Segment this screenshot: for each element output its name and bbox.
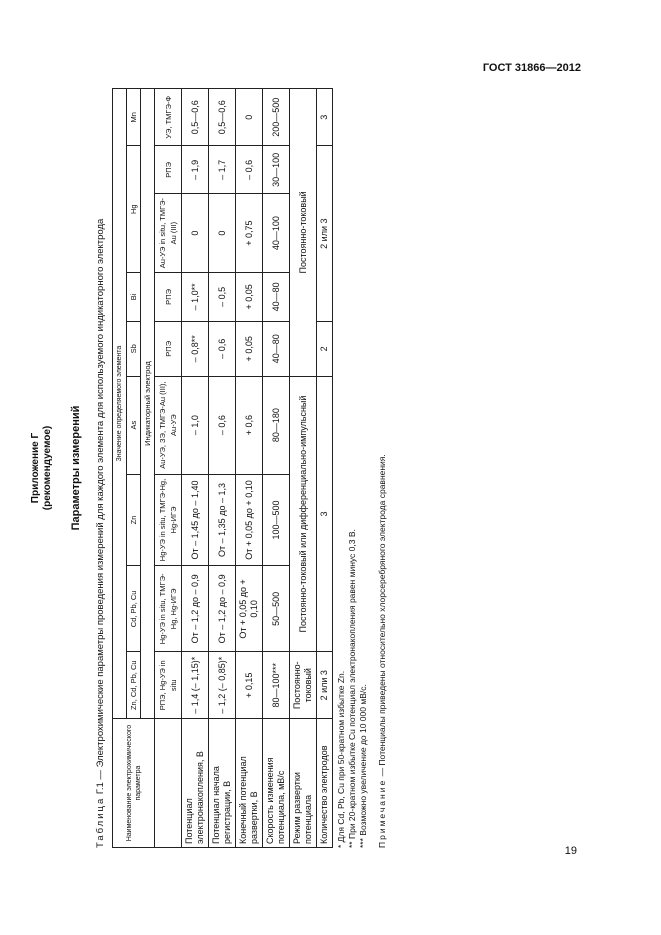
value-cell: 40—80 — [263, 321, 290, 376]
element-header: Bi — [127, 272, 141, 321]
parameter-name: Режим развертки потенциала — [290, 719, 317, 848]
indicator-header: Индикаторный электрод — [141, 89, 155, 719]
value-cell: От + 0,05 до + 0,10 — [236, 566, 263, 652]
parameter-name: Потенциал электронакопления, В — [182, 719, 209, 848]
value-cell: – 1,0 — [182, 376, 209, 474]
parameter-name: Конечный потенциал развертки, В — [236, 719, 263, 848]
table-row — [317, 89, 333, 848]
value-cell: 200—500 — [263, 89, 290, 147]
parameters-table — [112, 88, 333, 848]
value-cell: 40—80 — [263, 272, 290, 321]
note — [377, 88, 387, 848]
value-cell: От – 1,2 до – 0,9 — [182, 566, 209, 652]
electrode-cell: Au-УЭ in situ, ТМГЭ-Au (III) — [155, 194, 182, 273]
parameter-name: Количество электродов — [317, 719, 333, 848]
value-cell: 2 или 3 — [317, 652, 333, 719]
value-cell: – 0,6 — [209, 321, 236, 376]
value-cell: 3 — [317, 376, 333, 652]
page-number: 19 — [564, 845, 577, 857]
value-cell: 80—180 — [263, 376, 290, 474]
value-cell: 0 — [182, 194, 209, 273]
value-cell: 2 или 3 — [317, 146, 333, 321]
parameter-name: Потенциал начала регистрации, В — [209, 719, 236, 848]
table-row — [236, 89, 263, 848]
value-cell: От + 0,05 до + 0,10 — [236, 474, 263, 566]
appendix-status: (рекомендуемое) — [42, 425, 53, 511]
value-cell: 2 — [317, 321, 333, 376]
parameter-name: Скорость изменения потенциала, мВ/с — [263, 719, 290, 848]
value-cell: 50—500 — [263, 566, 290, 652]
value-cell: – 1,7 — [209, 146, 236, 194]
element-header: Zn, Cd, Pb, Cu — [127, 652, 141, 719]
value-cell: + 0,05 — [236, 272, 263, 321]
value-cell: 40—100 — [263, 194, 290, 273]
page-title: Параметры измерений — [70, 405, 82, 531]
electrode-cell: РПЭ — [155, 272, 182, 321]
value-cell: – 1,2 (– 0,85)* — [209, 652, 236, 719]
value-cell: – 0,6 — [236, 146, 263, 194]
element-header: Hg — [127, 146, 141, 272]
footnote: * Для Cd, Pb, Cu при 50-кратном избытке Zn. — [336, 670, 346, 848]
table-caption — [95, 88, 106, 848]
value-cell: + 0,05 — [236, 321, 263, 376]
value-cell: 30—100 — [263, 146, 290, 194]
table-row — [209, 89, 236, 848]
value-cell: От – 1,2 до – 0,9 — [209, 566, 236, 652]
value-cell: + 0,75 — [236, 194, 263, 273]
table-caption-text: Г.1 — Электрохимические параметры проведения измерений для каждого элемента для используемого индикаторного электрода — [95, 218, 106, 795]
table-caption-label: Таблица — [95, 796, 106, 848]
value-cell: 100—500 — [263, 474, 290, 566]
element-header: Mn — [127, 89, 141, 147]
electrode-cell: РПЭ — [155, 321, 182, 376]
electrode-cell: Hg-УЭ in situ, ТМГЭ-Hg, Hg-ИГЭ — [155, 566, 182, 652]
value-cell: – 1,9 — [182, 146, 209, 194]
electrode-cell: Au-УЭ, ЗЭ, ТМГЭ-Au (III), Au-УЭ — [155, 376, 182, 474]
appendix-title: Приложение Г — [30, 432, 41, 504]
table-row — [290, 89, 317, 848]
value-cell: – 0,8** — [182, 321, 209, 376]
value-cell: + 0,6 — [236, 376, 263, 474]
footnote: *** Возможно увеличение до 10 000 мВ/с. — [358, 684, 368, 848]
value-cell: + 0,15 — [236, 652, 263, 719]
value-cell: От – 1,35 до – 1,3 — [209, 474, 236, 566]
note-label: Примечание — [377, 778, 387, 848]
element-header: Cd, Pb, Cu — [127, 566, 141, 652]
note-text: — Потенциалы приведены относительно хлорсеребряного электрода сравнения. — [377, 454, 387, 777]
table-row — [182, 89, 209, 848]
value-cell: От – 1,45 до – 1,40 — [182, 474, 209, 566]
table-row — [263, 89, 290, 848]
parameter-name-header: Наименование электрохимического параметра — [113, 719, 155, 848]
electrode-cell: УЭ, ТМГЭ-Ф — [155, 89, 182, 147]
value-cell: – 0,6 — [209, 376, 236, 474]
value-cell: – 0,5 — [209, 272, 236, 321]
value-cell: Постоянно-токовый или дифференциально-импульсный — [290, 376, 317, 652]
electrode-cell: РПЭ — [155, 146, 182, 194]
rotated-content — [30, 88, 510, 848]
value-cell: 0 — [209, 194, 236, 273]
element-header: Zn — [127, 474, 141, 566]
value-cell: 0 — [236, 89, 263, 147]
footnotes — [336, 88, 369, 848]
value-cell: – 1,4 (– 1,15)* — [182, 652, 209, 719]
value-cell: 80—100*** — [263, 652, 290, 719]
electrode-cell: РПЭ, Hg-УЭ in situ — [155, 652, 182, 719]
footnote: ** При 20-кратном избытке Cu потенциал электронакопления равен минус 0,3 В. — [347, 529, 357, 848]
value-cell: 0,5—0,6 — [182, 89, 209, 147]
value-cell: 0,5—0,6 — [209, 89, 236, 147]
value-cell: 3 — [317, 89, 333, 147]
element-header: As — [127, 376, 141, 474]
value-cell: – 1,0** — [182, 272, 209, 321]
element-header: Sb — [127, 321, 141, 376]
standard-number: ГОСТ 31866—2012 — [482, 62, 581, 74]
electrode-cell: Hg-УЭ in situ, ТМГЭ-Hg, Hg-ИГЭ — [155, 474, 182, 566]
value-header: Значение определяемого элемента — [113, 89, 127, 719]
value-cell: Постоянно-токовый — [290, 89, 317, 377]
value-cell: Постоянно-токовый — [290, 652, 317, 719]
